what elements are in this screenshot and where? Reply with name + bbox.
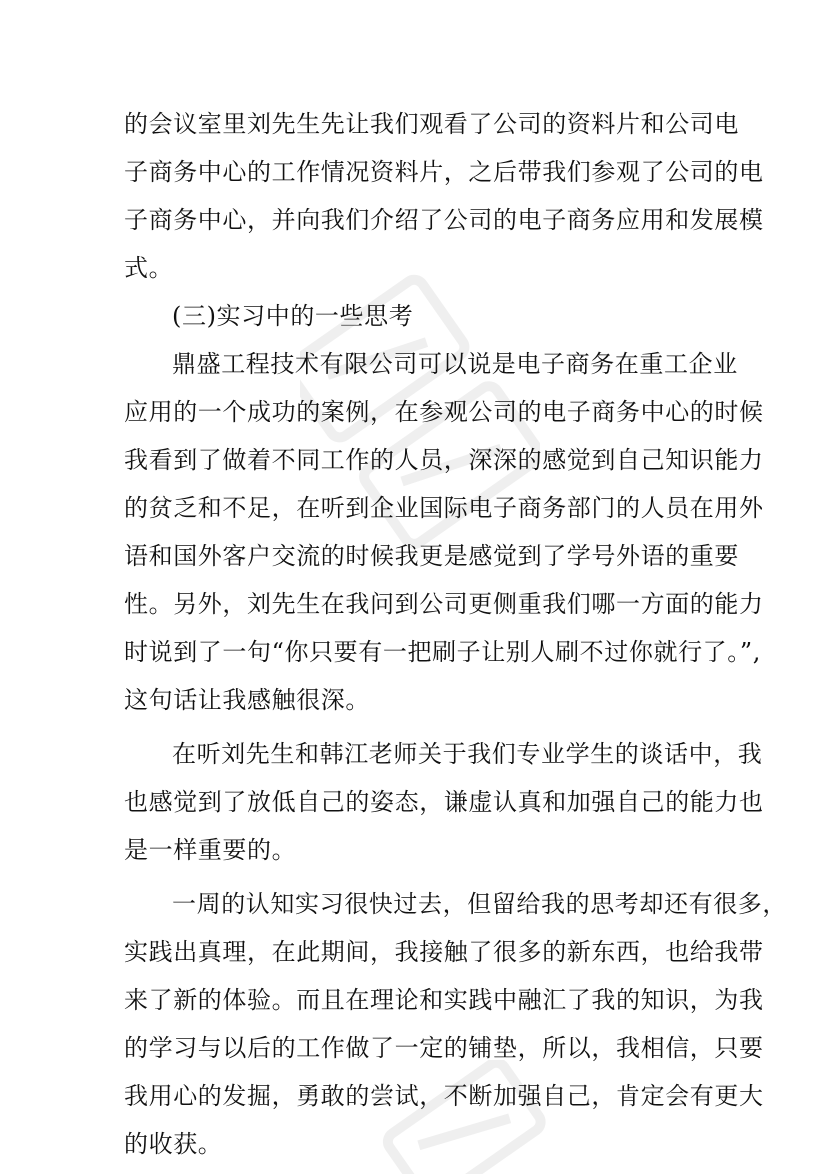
text-line: 应用的一个成功的案例，在参观公司的电子商务中心的时候 [124,398,764,426]
text-line: 在听刘先生和韩江老师关于我们专业学生的谈话中，我 [172,740,763,768]
text-line: 性。另外，刘先生在我问到公司更侧重我们哪一方面的能力 [124,590,764,618]
text-line: 一周的认知实习很快过去，但留给我的思考却还有很多， [172,890,787,918]
paragraph-p3 [124,730,764,874]
paragraph-p1 [124,100,764,292]
text-line: 鼎盛工程技术有限公司可以说是电子商务在重工企业 [172,350,738,378]
text-line: 这句话让我感触很深。 [124,686,370,714]
section-heading [124,292,714,340]
text-line: 是一样重要的。 [124,836,297,864]
text-line: 的会议室里刘先生先让我们观看了公司的资料片和公司电 [124,110,739,138]
document-body [124,100,787,1168]
text-line: 来了新的体验。而且在理论和实践中融汇了我的知识，为我 [124,986,764,1014]
text-line: 我用心的发掘，勇敢的尝试，不断加强自己，肯定会有更大 [124,1082,764,1110]
text-line: 式。 [124,254,174,282]
text-line: 实践出真理，在此期间，我接触了很多的新东西，也给我带 [124,938,764,966]
paragraph-p4 [124,880,787,1168]
heading-text: (三)实习中的一些思考 [172,302,414,330]
text-line: 也感觉到了放低自己的姿态，谦虚认真和加强自己的能力也 [124,788,764,816]
paragraph-p2 [124,340,764,724]
text-line: 的贫乏和不足，在听到企业国际电子商务部门的人员在用外 [124,494,764,522]
text-line: 子商务中心，并向我们介绍了公司的电子商务应用和发展模 [124,206,764,234]
text-line: 的学习与以后的工作做了一定的铺垫，所以，我相信，只要 [124,1034,764,1062]
text-line: 子商务中心的工作情况资料片，之后带我们参观了公司的电 [124,158,764,186]
text-line: 我看到了做着不同工作的人员，深深的感觉到自己知识能力 [124,446,764,474]
text-line: 语和国外客户交流的时候我更是感觉到了学号外语的重要 [124,542,739,570]
text-line: 的收获。 [124,1130,223,1158]
text-line: 时说到了一句“你只要有一把刷子让别人刷不过你就行了。”, [124,638,761,666]
